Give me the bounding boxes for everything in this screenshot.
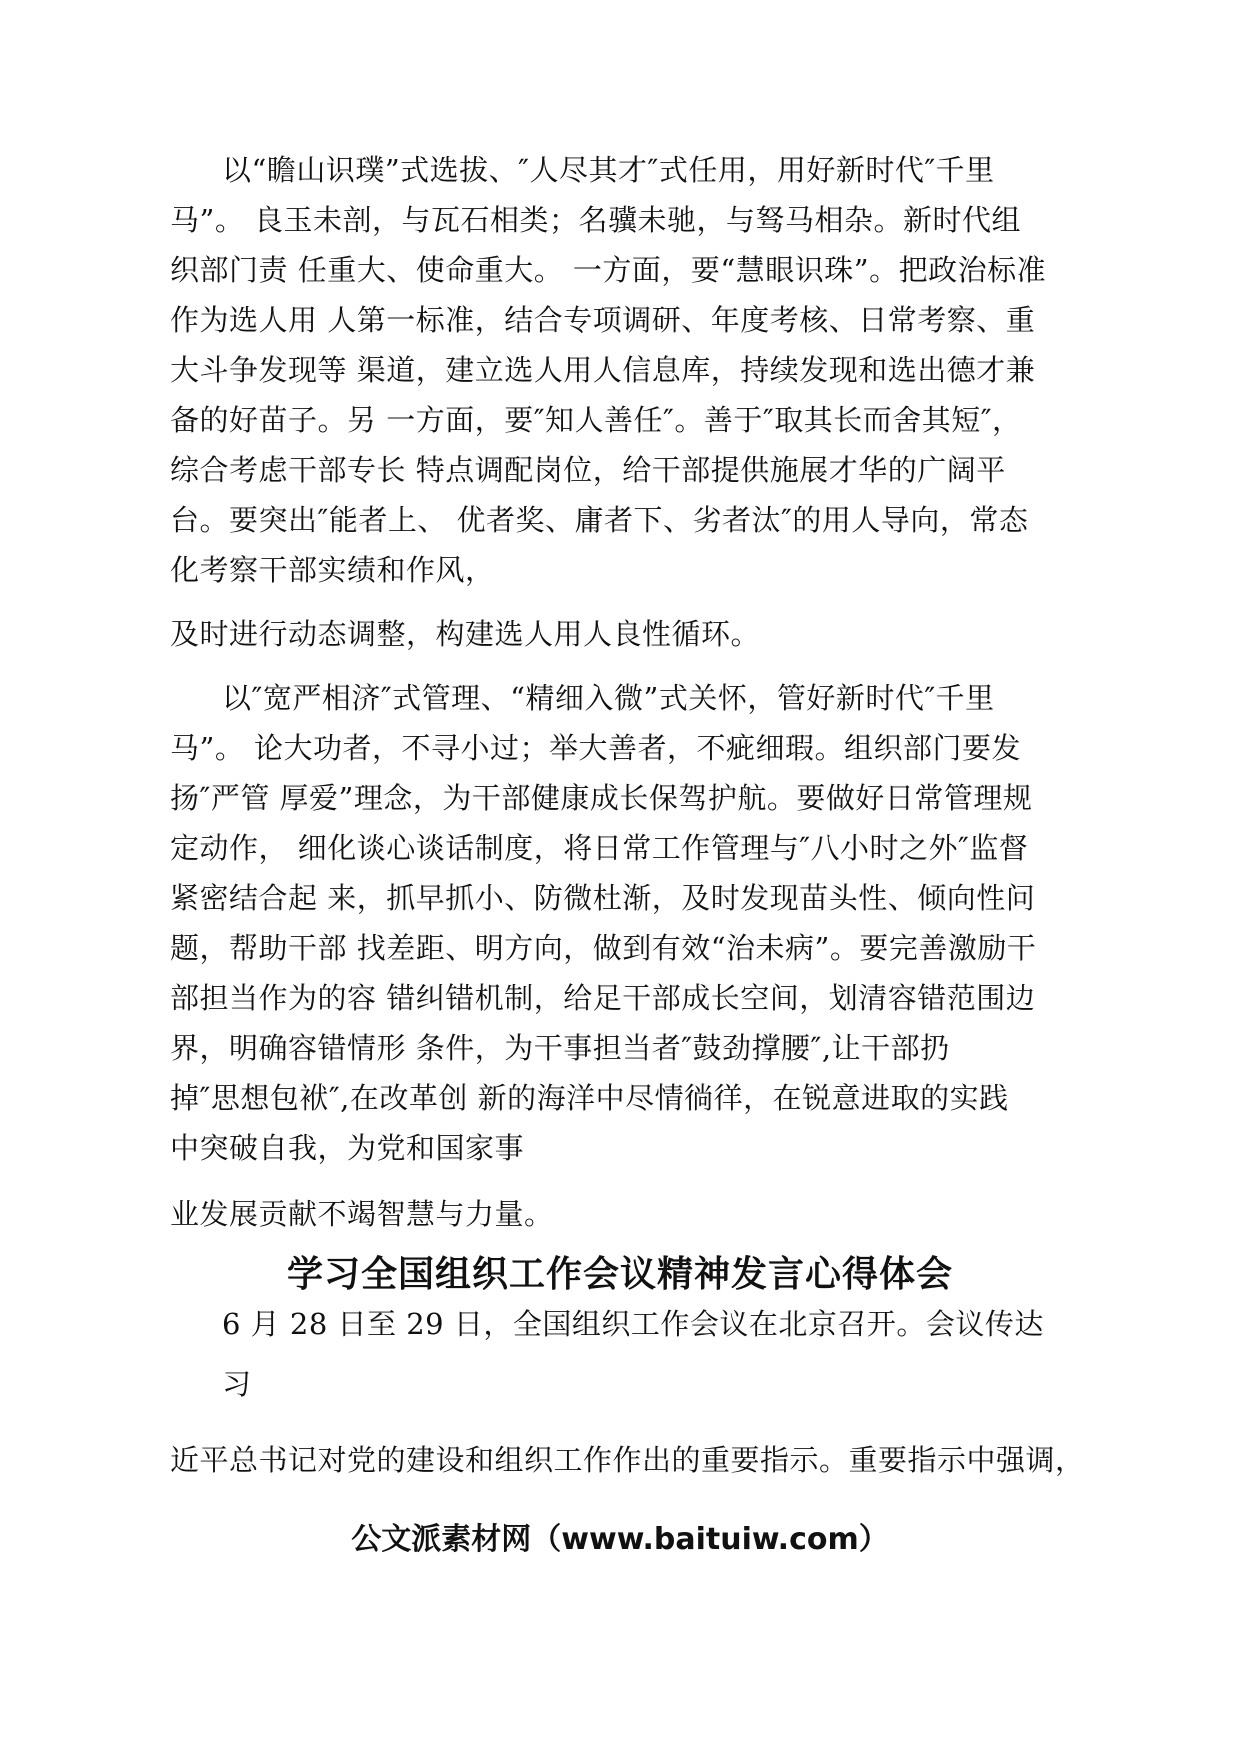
section2-line-10: 中突破自我，为党和国家事 (170, 1131, 525, 1165)
section1-line-6: 备的好苗子。另 一方面，要″知人善任″。善于″取其长而舍其短″， (170, 403, 1022, 437)
site-footer: 公文派素材网（www.baituiw.com） (351, 1522, 889, 1557)
section1-line-9: 化考察干部实绩和作风， (170, 553, 495, 587)
section1-line-7: 综合考虑干部专长 特点调配岗位，给干部提供施展才华的广阔平 (170, 453, 1006, 487)
article-line-2: 习 (222, 1367, 252, 1401)
section2-line-2: 马”。 论大功者，不寻小过；举大善者，不疵细瑕。组织部门要发 (170, 731, 1022, 765)
section2-tail-line: 业发展贡献不竭智慧与力量。 (170, 1197, 554, 1231)
section2-line-1: 以″宽严相济″式管理、“精细入微”式关怀，管好新时代″千里 (222, 681, 995, 715)
section2-line-8: 界，明确容错情形 条件，为干事担当者″鼓劲撑腰″,让干部扔 (170, 1031, 950, 1065)
section2-line-6: 题，帮助干部 找差距、明方向，做到有效“治未病”。要完善激励干 (170, 931, 1037, 965)
section1-line-1: 以“瞻山识璞”式选拔、″人尽其才″式任用，用好新时代″千里 (222, 153, 995, 187)
article-line-1: 6 月 28 日至 29 日，全国组织工作会议在北京召开。会议传达 (222, 1307, 1044, 1341)
section2-line-7: 部担当作为的容 错纠错机制，给足干部成长空间，划清容错范围边 (170, 981, 1036, 1015)
section2-line-4: 定动作， 细化谈心谈话制度，将日常工作管理与″八小时之外″监督 (170, 831, 1029, 865)
section1-line-2: 马”。 良玉未剖，与瓦石相类；名骥未驰，与驽马相杂。新时代组 (170, 203, 1022, 237)
section1-line-8: 台。要突出″能者上、 优者奖、庸者下、劣者汰″的用人导向，常态 (170, 503, 1029, 537)
section1-line-3: 织部门责 任重大、使命重大。 一方面，要“慧眼识珠”。把政治标准 (170, 253, 1047, 287)
section1-line-4: 作为选人用 人第一标准，结合专项调研、年度考核、日常考察、重 (170, 303, 1036, 337)
section1-tail-line: 及时进行动态调整，构建选人用人良性循环。 (170, 617, 761, 651)
section2-line-9: 掉″思想包袱″,在改革创 新的海洋中尽情徜徉，在锐意进取的实践 (170, 1081, 1009, 1115)
section2-line-5: 紧密结合起 来，抓早抓小、防微杜渐，及时发现苗头性、倾向性问 (170, 881, 1036, 915)
section2-line-3: 扬″严管 厚爱”理念，为干部健康成长保驾护航。要做好日常管理规 (170, 781, 1033, 815)
section1-line-5: 大斗争发现等 渠道，建立选人用人信息库，持续发现和选出德才兼 (170, 353, 1036, 387)
article-line-3: 近平总书记对党的建设和组织工作作出的重要指示。重要指示中强调， (170, 1443, 1085, 1477)
article-title: 学习全国组织工作会议精神发言心得体会 (286, 1254, 953, 1295)
